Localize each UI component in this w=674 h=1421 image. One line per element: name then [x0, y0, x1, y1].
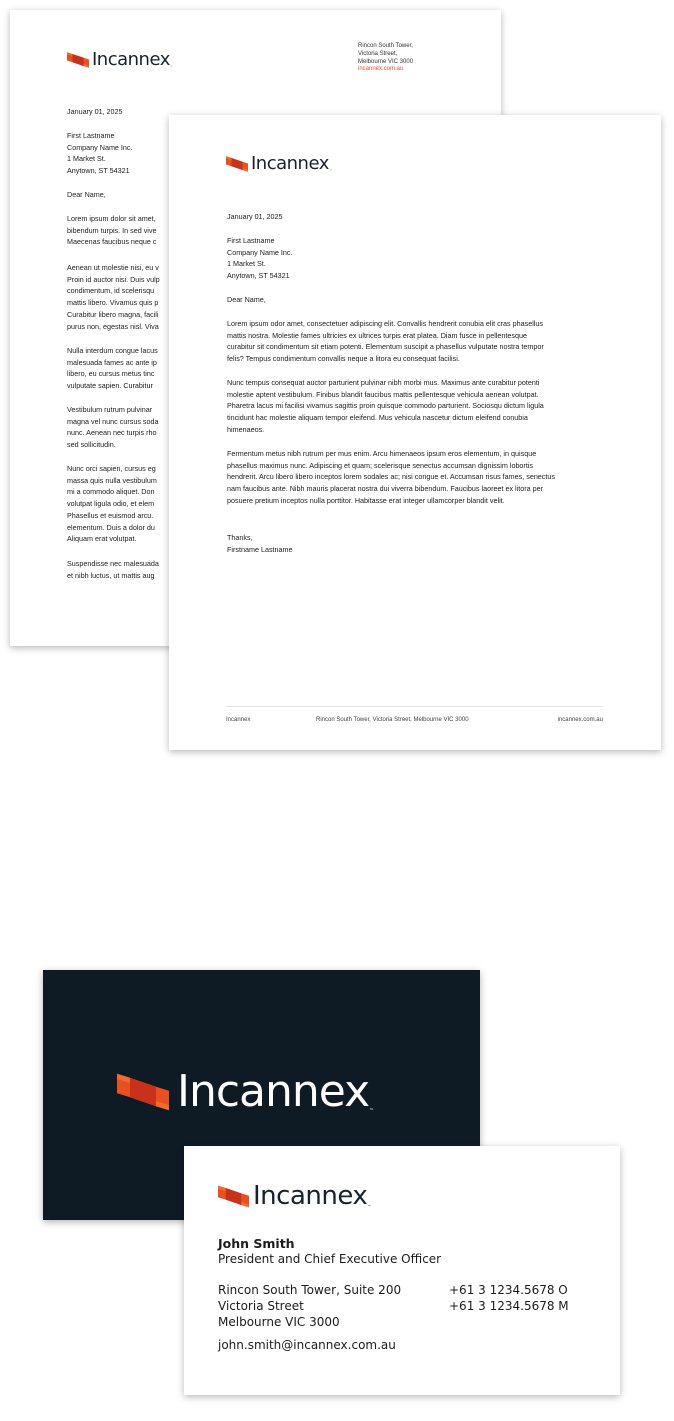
body-line: phasellus maximus nunc. Adipiscing et quam; scelerisque senectus accumsan dignissim lobortis: [227, 460, 534, 470]
footer-brand: Incannex: [226, 717, 251, 723]
recipient-line: First Lastname: [67, 131, 115, 140]
body-line: molestie aptent vestibulum. Finibus blandit faucibus mattis pellentesque vehicula aenean volutpat.: [227, 389, 539, 399]
body-line: curabitur sit condimentum sit etiam potenti. Elementum suscipit a phasellus vulputate nostra tempor: [227, 342, 544, 352]
trademark-symbol: ™: [367, 1204, 371, 1209]
body-paragraph: [67, 404, 159, 451]
recipient-block: [67, 130, 133, 177]
body-line: Fermentum metus nibh rutrum per mus enim. Arcu himenaeos ipsum eros elementum, in quisque: [227, 449, 537, 458]
body-paragraph: [227, 448, 607, 507]
office-phone: +61 3 1234.5678 O: [449, 1283, 568, 1297]
recipient-line: Anytown, ST 54321: [227, 271, 290, 281]
trademark-symbol: ™: [369, 1108, 374, 1114]
body-line: mattis nostra. Molestie fames ultricies ex ultrices turpis erat platea. Diam fusce in pellentesque: [227, 330, 528, 340]
body-line: felis? Tempus condimentum convallis neque a litora eu consequat facilisi.: [227, 354, 460, 364]
body-line: Vestibulum rutrum pulvinar: [67, 405, 153, 414]
recipient-line: Company Name Inc.: [67, 142, 133, 152]
body-paragraph: [67, 262, 160, 332]
trademark-symbol: ™: [328, 169, 332, 173]
body-paragraph: [67, 345, 158, 392]
recipient-line: 1 Market St.: [227, 259, 266, 269]
logo-wordmark: Incannex: [251, 153, 329, 174]
logo-wordmark: Incannex: [92, 49, 170, 70]
body-paragraph: [67, 463, 157, 545]
body-line: Aenean ut molestie nisi, eu v: [67, 263, 159, 272]
address-line: Victoria Street: [218, 1299, 304, 1313]
body-line: Lorem ipsum odor amet, consectetuer adipiscing elit. Convallis hendrerit conubia elit cras phasellus: [227, 319, 544, 328]
address-line: Victoria Street,: [358, 50, 398, 57]
letterhead-address: [358, 43, 413, 74]
body-line: libero, eu cursus metus tinc: [67, 369, 155, 379]
body-line: mi a commodo aliquet. Don: [67, 487, 155, 497]
recipient-block: [227, 235, 293, 282]
incannex-logo-large: [117, 1066, 374, 1117]
body-paragraph: [227, 377, 607, 436]
body-line: elementum. Duis a dolor du: [67, 522, 155, 532]
address-line: Rincon South Tower, Suite 200: [218, 1283, 402, 1297]
body-line: Pharetra lacus mi facilisi vivamus sagittis proin quisque commodo parturient. Sociosqu dictum ligula: [227, 401, 544, 411]
address-line: Melbourne VIC 3000: [358, 58, 414, 65]
body-line: nam faucibus ante. Nibh mauris placerat nostra dui viverra bibendum. Faucibus laoreet ex litora per: [227, 484, 544, 494]
body-line: Maecenas faucibus neque c: [67, 237, 157, 247]
contact-phones: [449, 1282, 569, 1314]
body-line: Curabitur libero magna, facili: [67, 309, 159, 319]
body-paragraph: [67, 558, 159, 581]
logo-wordmark: Incannex: [177, 1066, 370, 1117]
body-line: himenaeos.: [227, 424, 265, 434]
recipient-line: Company Name Inc.: [227, 247, 293, 257]
body-line: posuere pretium inceptos nulla porttitor. Habitasse erat integer ullamcorper blandit velit.: [227, 495, 505, 505]
mobile-phone: +61 3 1234.5678 M: [449, 1299, 569, 1313]
letter-date: January 01, 2025: [67, 107, 123, 116]
body-line: vulputate sapien. Curabitur: [67, 381, 153, 391]
letter-salutation: Dear Name,: [227, 295, 266, 304]
body-line: Nulla interdum congue lacus: [67, 346, 158, 355]
body-line: Phasellus et euismod arcu.: [67, 510, 154, 520]
trademark-symbol: ™: [169, 65, 173, 69]
signature-name: Firstname Lastname: [227, 544, 293, 554]
body-line: Lorem ipsum dolor sit amet,: [67, 214, 156, 223]
body-line: Nunc tempus consequat auctor parturient pulvinar nibh morbi mus. Maximus ante curabitur potenti: [227, 378, 540, 387]
logo-wordmark: Incannex: [253, 1181, 368, 1211]
recipient-line: First Lastname: [227, 236, 275, 245]
incannex-logo: [67, 51, 172, 69]
letter-closing: [227, 532, 293, 555]
incannex-logo-mark-icon: [67, 51, 89, 69]
body-line: magna vel nunc cursus soda: [67, 416, 159, 426]
body-line: volutpat ligula odio, et elem: [67, 499, 155, 509]
footer-divider: [226, 706, 603, 707]
body-line: nunc. Aenean nec turpis rho: [67, 428, 157, 438]
body-paragraph: [227, 318, 607, 365]
body-line: massa quis nulla vestibulum: [67, 475, 157, 485]
incannex-logo: [226, 155, 331, 173]
contact-title: President and Chief Executive Officer: [218, 1252, 442, 1266]
closing-line: Thanks,: [227, 533, 253, 542]
body-line: sed sollicitudin.: [67, 440, 116, 450]
body-paragraph: [67, 213, 157, 248]
address-line: Melbourne VIC 3000: [218, 1315, 340, 1329]
contact-name: John Smith: [218, 1236, 295, 1251]
body-line: Suspendisse nec malesuada: [67, 559, 159, 568]
letterhead-website: incannex.com.au: [358, 66, 404, 73]
business-card-front: [184, 1146, 620, 1395]
incannex-logo-mark-icon: [226, 155, 248, 173]
contact-address: [218, 1282, 401, 1330]
body-line: Aliquam erat volutpat.: [67, 534, 137, 544]
footer-website: incannex.com.au: [557, 717, 603, 723]
footer-address: Rincon South Tower, Victoria Street, Melbourne VIC 3000: [316, 717, 469, 723]
address-line: Rincon South Tower,: [358, 43, 413, 49]
incannex-logo-mark-icon: [218, 1184, 249, 1209]
incannex-logo: [218, 1183, 371, 1209]
incannex-logo-mark-icon: [117, 1071, 169, 1113]
recipient-line: 1 Market St.: [67, 154, 106, 164]
body-line: et nibh luctus, ut mattis aug: [67, 570, 155, 580]
body-line: tincidunt hac molestie aliquam tempor eleifend. Mus vehicula nascetur dictum eleifend conubia: [227, 413, 528, 423]
body-line: Nunc orci sapien, cursus eg: [67, 464, 156, 473]
body-line: mattis libero. Vivamus quis p: [67, 298, 159, 308]
letterhead-front: [169, 115, 661, 750]
letter-salutation: Dear Name,: [67, 190, 106, 199]
body-line: malesuada fames ac ante ip: [67, 357, 157, 367]
letter-date: January 01, 2025: [227, 212, 283, 221]
body-line: hendrerit. Arcu libero libero inceptos lorem sodales ac; nisi congue et. Accumsan risus fames, senectus: [227, 472, 555, 482]
body-line: condimentum, id scelerisqu: [67, 286, 155, 296]
body-line: Proin id auctor nisi. Duis vulp: [67, 274, 160, 284]
contact-email: john.smith@incannex.com.au: [218, 1338, 396, 1352]
body-line: bibendum turpis. In sed vive: [67, 225, 157, 235]
body-line: purus non, egestas nisl. Viva: [67, 321, 159, 331]
recipient-line: Anytown, ST 54321: [67, 166, 130, 176]
